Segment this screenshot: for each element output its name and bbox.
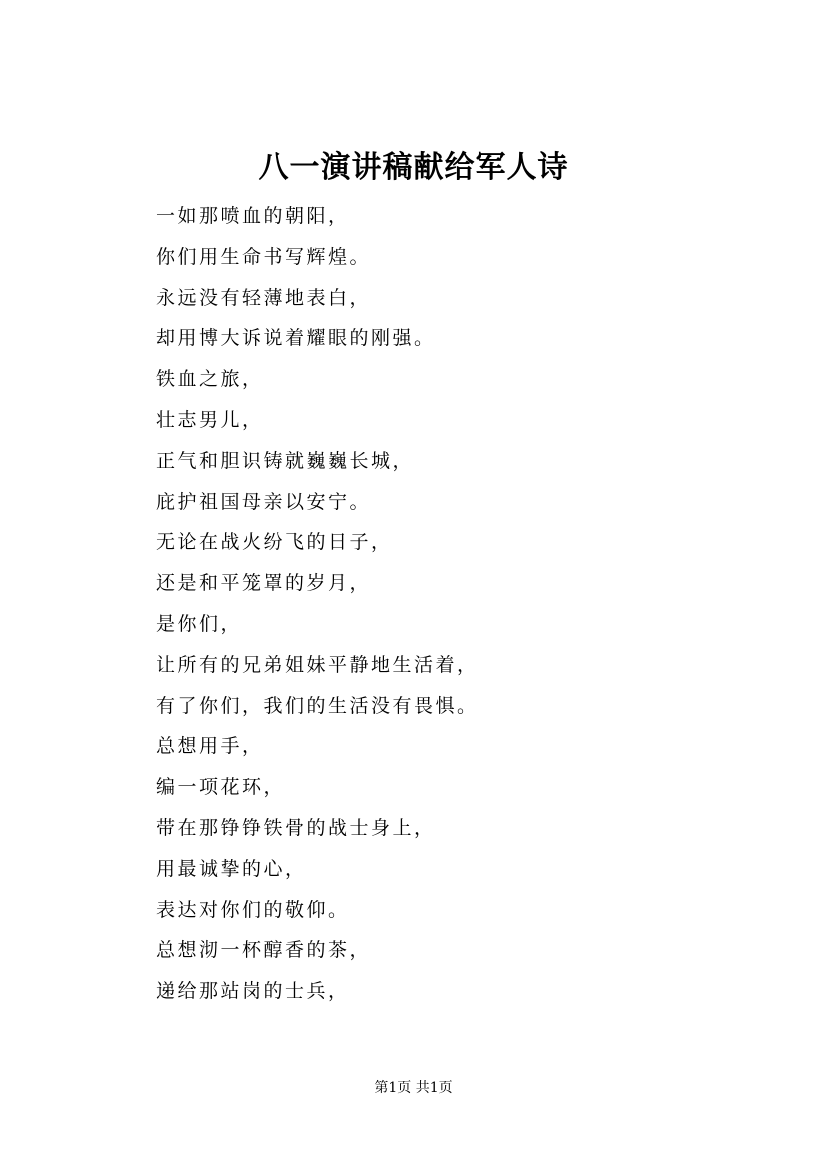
poem-line: 壮志男儿， [156, 408, 264, 431]
poem-line: 让所有的兄弟姐妹平静地生活着， [156, 653, 479, 676]
poem-line: 无论在战火纷飞的日子， [156, 531, 393, 554]
poem-line: 编一项花环， [156, 776, 286, 799]
poem-line: 正气和胆识铸就巍巍长城， [156, 449, 415, 472]
poem-body [156, 196, 716, 1012]
poem-line: 铁血之旅， [156, 368, 264, 391]
poem-line: 带在那铮铮铁骨的战士身上， [156, 816, 436, 839]
poem-line: 是你们， [156, 612, 243, 635]
document-title: 八一演讲稿献给军人诗 [258, 150, 569, 185]
poem-line: 永远没有轻薄地表白， [156, 286, 372, 309]
poem-line: 总想沏一杯醇香的茶， [156, 939, 372, 962]
page-footer: 第1页 共1页 [374, 1080, 453, 1096]
poem-line: 总想用手， [156, 735, 264, 758]
poem-line: 还是和平笼罩的岁月， [156, 572, 372, 595]
poem-line: 庇护祖国母亲以安宁。 [156, 490, 372, 513]
poem-line: 有了你们，我们的生活没有畏惧。 [156, 694, 479, 717]
poem-line: 用最诚挚的心， [156, 857, 307, 880]
poem-line: 表达对你们的敬仰。 [156, 898, 350, 921]
poem-line: 你们用生命书写辉煌。 [156, 245, 372, 268]
poem-line: 一如那喷血的朝阳， [156, 205, 350, 227]
poem-line: 递给那站岗的士兵， [156, 980, 350, 1003]
poem-line: 却用博大诉说着耀眼的刚强。 [156, 327, 436, 350]
